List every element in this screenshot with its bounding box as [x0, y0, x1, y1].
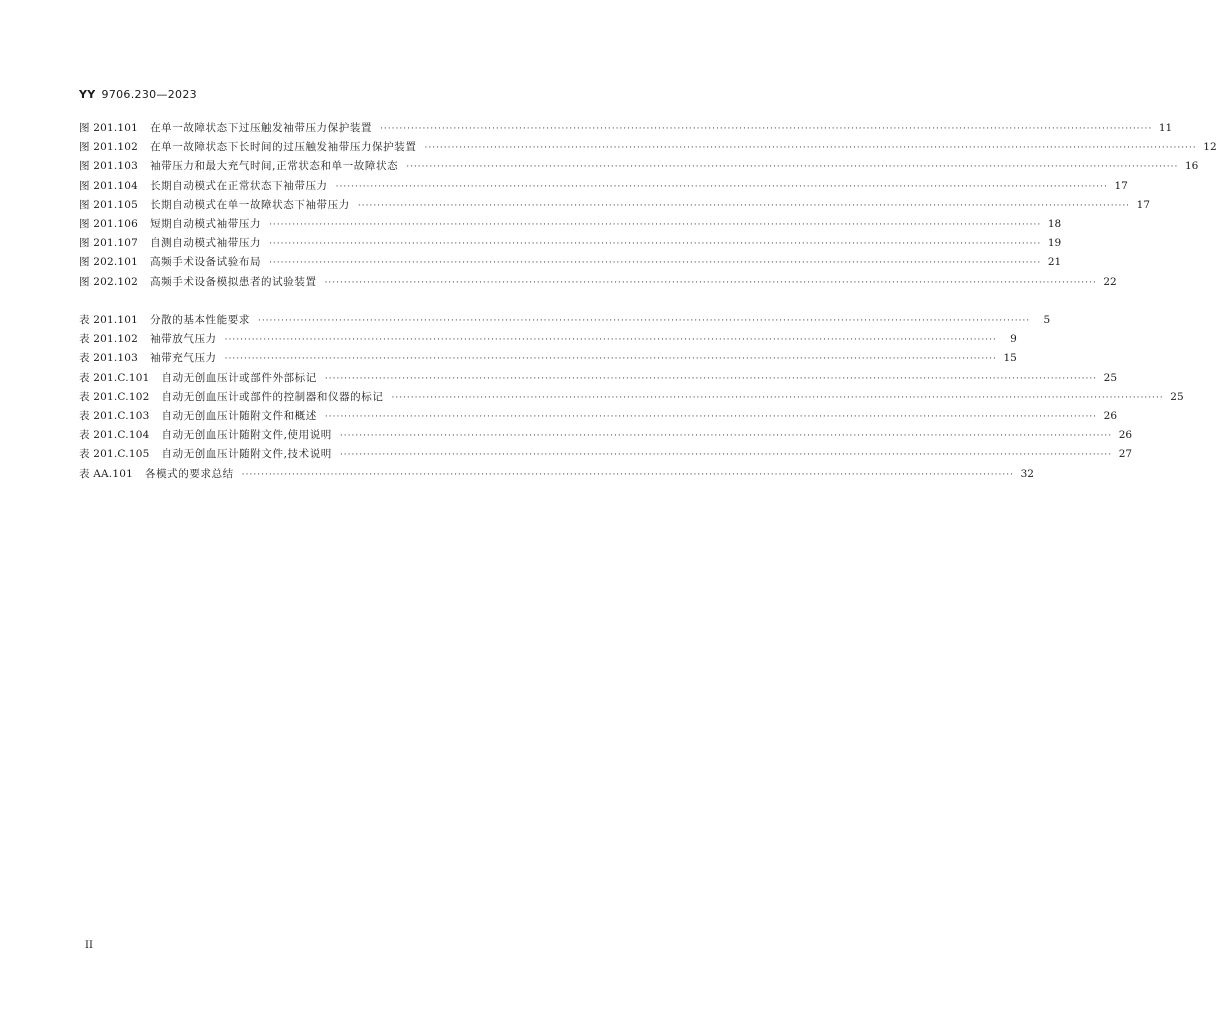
entry-page-number: 32	[1020, 467, 1034, 480]
figure-entry[interactable]	[79, 253, 1062, 272]
entry-page-number: 12	[1203, 141, 1217, 154]
page-number: II	[85, 940, 93, 951]
dot-leader: ········································································································································································································	[324, 277, 1097, 288]
entry-page-number: 21	[1047, 256, 1062, 269]
document-header	[79, 88, 197, 101]
figure-entry[interactable]	[79, 157, 1199, 176]
entry-title: 自测自动模式袖带压力	[150, 237, 262, 250]
entry-title: 短期自动模式袖带压力	[150, 217, 262, 230]
entry-page-number: 26	[1103, 409, 1118, 422]
entry-number: 图 201.104	[79, 179, 139, 192]
entry-page-number: 17	[1136, 198, 1151, 211]
entry-title: 在单一故障状态下过压触发袖带压力保护装置	[150, 122, 373, 134]
entry-number: 表 201.101	[79, 314, 139, 326]
entry-title: 袖带充气压力	[150, 352, 217, 365]
dot-leader: ········································································································································································································	[339, 431, 1113, 442]
dot-leader: ········································································································································································································	[380, 124, 1153, 134]
table-entry[interactable]	[79, 465, 1034, 484]
entry-title: 袖带放气压力	[150, 333, 217, 346]
entry-title: 袖带压力和最大充气时间,正常状态和单一故障状态	[150, 160, 399, 173]
entry-number: 图 201.107	[79, 237, 139, 250]
table-entry[interactable]	[79, 426, 1133, 445]
entry-page-number: 25	[1170, 390, 1184, 403]
dot-leader: ········································································································································································································	[269, 219, 1042, 230]
figure-list	[79, 119, 1217, 292]
entry-page-number: 5	[1043, 314, 1051, 326]
standard-prefix: YY	[79, 88, 96, 101]
entry-number: 表 201.C.102	[79, 390, 150, 403]
entry-page-number: 11	[1158, 122, 1173, 134]
entry-title: 自动无创血压计随附文件,使用说明	[161, 429, 332, 442]
entry-page-number: 9	[1010, 333, 1017, 346]
entry-page-number: 25	[1103, 371, 1118, 384]
entry-title: 在单一故障状态下长时间的过压触发袖带压力保护装置	[150, 141, 417, 154]
entry-title: 长期自动模式在单一故障状态下袖带压力	[150, 198, 350, 211]
entry-number: 表 201.102	[79, 333, 139, 346]
dot-leader: ········································································································································································································	[391, 392, 1164, 403]
figure-entry[interactable]	[79, 119, 1173, 138]
entry-title: 自动无创血压计或部件的控制器和仪器的标记	[161, 390, 384, 403]
figure-entry[interactable]	[79, 177, 1128, 196]
entry-page-number: 27	[1118, 448, 1133, 461]
entry-page-number: 19	[1047, 237, 1062, 250]
entry-number: 图 201.101	[79, 122, 139, 134]
entry-title: 自动无创血压计随附文件和概述	[161, 409, 317, 422]
dot-leader: ········································································································································································································	[324, 411, 1098, 422]
dot-leader: ········································································································································································································	[224, 335, 997, 346]
dot-leader: ········································································································································································································	[257, 316, 1031, 326]
table-entry[interactable]	[79, 407, 1118, 426]
table-entry[interactable]	[79, 330, 1017, 349]
entry-number: 图 201.105	[79, 198, 139, 211]
dot-leader: ········································································································································································································	[335, 181, 1108, 192]
entry-number: 图 202.102	[79, 275, 139, 288]
figure-entry[interactable]	[79, 138, 1217, 157]
table-list	[79, 311, 1184, 484]
entry-title: 长期自动模式在正常状态下袖带压力	[150, 179, 328, 192]
table-entry[interactable]	[79, 445, 1133, 464]
entry-number: 表 201.C.104	[79, 429, 150, 442]
figure-entry[interactable]	[79, 234, 1062, 253]
entry-title: 各模式的要求总结	[144, 467, 234, 480]
figure-entry[interactable]	[79, 196, 1151, 215]
entry-page-number: 18	[1047, 217, 1062, 230]
entry-number: 表 AA.101	[79, 467, 133, 480]
entry-number: 表 201.103	[79, 352, 139, 365]
dot-leader: ········································································································································································································	[339, 450, 1113, 461]
entry-title: 高频手术设备模拟患者的试验装置	[150, 275, 317, 288]
entry-title: 自动无创血压计随附文件,技术说明	[161, 448, 332, 461]
entry-page-number: 16	[1185, 160, 1199, 173]
entry-title: 高频手术设备试验布局	[150, 256, 262, 269]
dot-leader: ········································································································································································································	[406, 162, 1179, 173]
dot-leader: ········································································································································································································	[241, 469, 1014, 480]
dot-leader: ········································································································································································································	[357, 200, 1131, 211]
standard-number: 9706.230—2023	[101, 88, 197, 101]
entry-number: 表 201.C.103	[79, 409, 150, 422]
table-entry[interactable]	[79, 311, 1051, 330]
table-entry[interactable]	[79, 349, 1017, 368]
dot-leader: ········································································································································································································	[269, 258, 1042, 269]
figure-entry[interactable]	[79, 215, 1062, 234]
figure-entry[interactable]	[79, 273, 1117, 292]
entry-page-number: 17	[1114, 179, 1128, 192]
entry-number: 图 201.102	[79, 141, 139, 154]
entry-number: 图 201.106	[79, 217, 139, 230]
dot-leader: ········································································································································································································	[224, 354, 997, 365]
dot-leader: ········································································································································································································	[324, 373, 1098, 384]
table-entry[interactable]	[79, 369, 1118, 388]
table-entry[interactable]	[79, 388, 1184, 407]
dot-leader: ········································································································································································································	[424, 143, 1197, 154]
entry-number: 图 202.101	[79, 256, 139, 269]
entry-number: 图 201.103	[79, 160, 139, 173]
entry-page-number: 15	[1003, 352, 1017, 365]
entry-page-number: 26	[1118, 429, 1133, 442]
dot-leader: ········································································································································································································	[269, 239, 1042, 250]
entry-number: 表 201.C.105	[79, 448, 150, 461]
entry-number: 表 201.C.101	[79, 371, 150, 384]
entry-page-number: 22	[1103, 275, 1117, 288]
entry-title: 分散的基本性能要求	[150, 314, 250, 326]
entry-title: 自动无创血压计或部件外部标记	[161, 371, 317, 384]
